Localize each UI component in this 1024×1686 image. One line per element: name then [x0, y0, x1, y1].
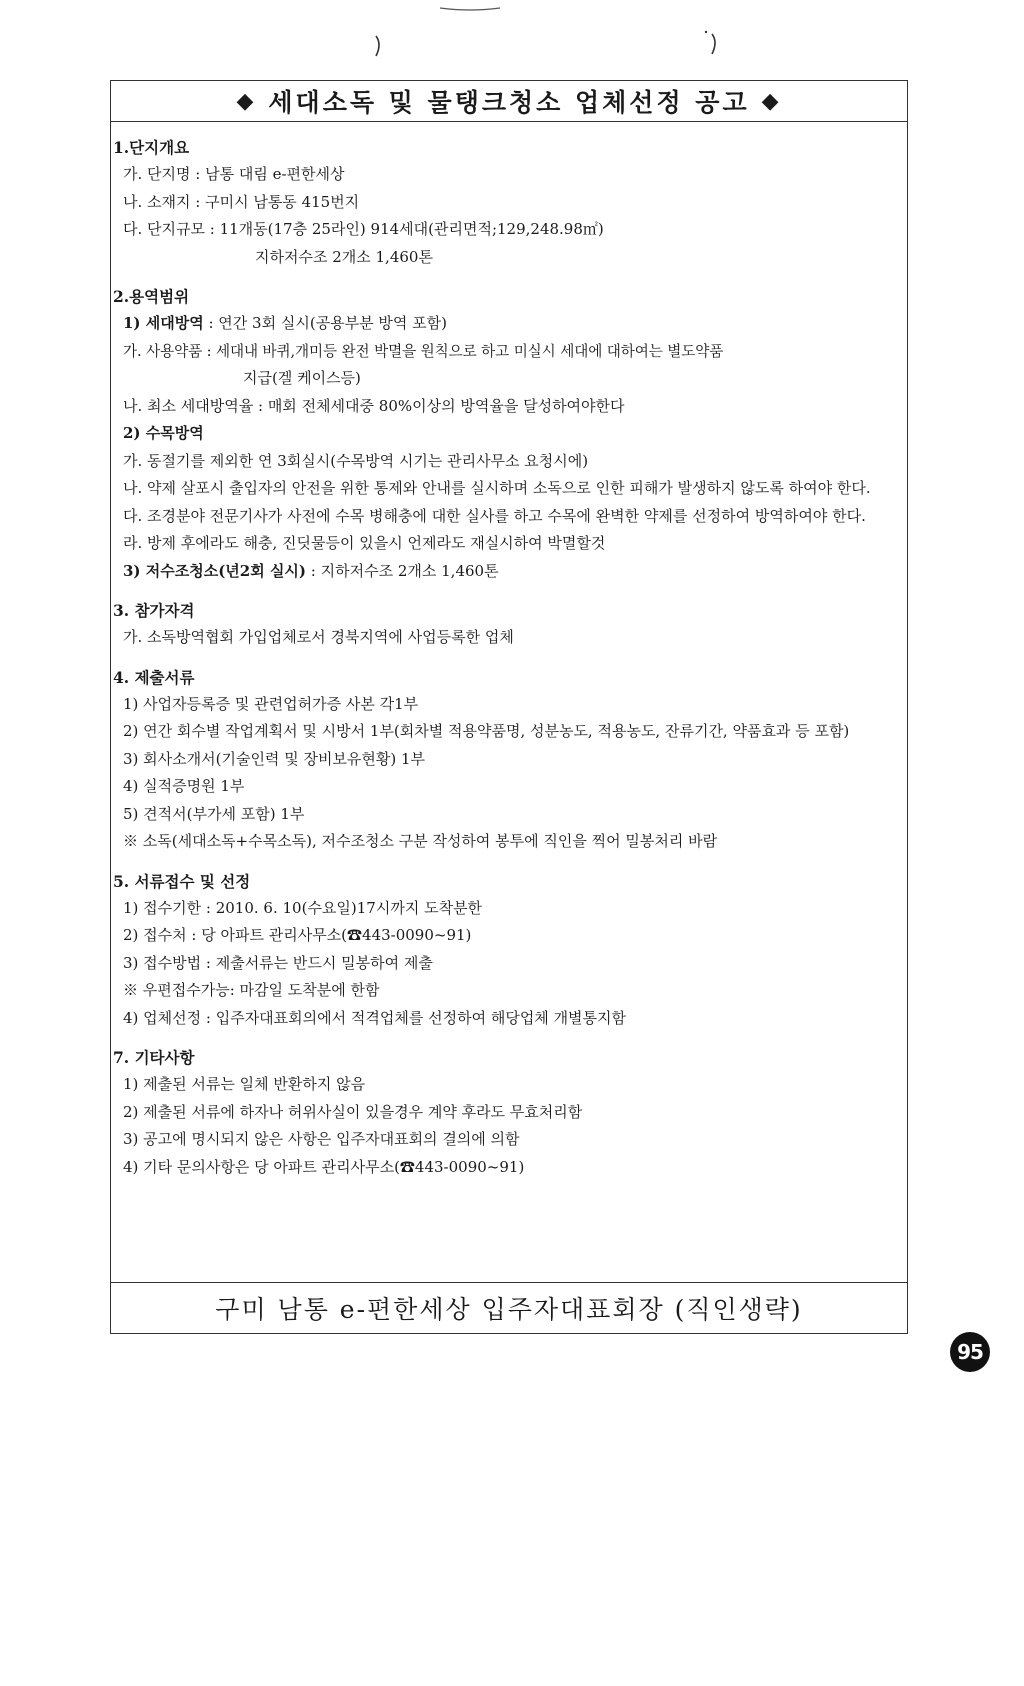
misc-item: 2) 제출된 서류에 하자나 허위사실이 있을경우 계약 후라도 무효처리함	[123, 1102, 583, 1121]
section-title: 2.용역범위	[113, 287, 190, 306]
section-submission	[113, 868, 899, 1033]
submission-item: 2) 접수처 : 당 아파트 관리사무소(☎443-0090~91)	[123, 926, 472, 944]
notice-title-bar	[111, 81, 907, 122]
scope-household-disinfection	[119, 310, 899, 338]
documents-item: 4) 실적증명원 1부	[123, 777, 245, 795]
submission-item: 1) 접수기한 : 2010. 6. 10(수요일)17시까지 도착분한	[123, 898, 483, 917]
scope-label: 1) 세대방역	[123, 314, 204, 332]
scope-min-rate: 나. 최소 세대방역율 : 매회 전체세대중 80%이상의 방역율을 달성하여야한다	[123, 396, 625, 415]
documents-item: 5) 견적서(부가세 포함) 1부	[123, 804, 305, 823]
notice-signature: 구미 남통 e-편한세상 입주자대표회장 (직인생략)	[111, 1282, 907, 1333]
misc-item: 3) 공고에 명시되지 않은 사항은 입주자대표회의 결의에 의함	[123, 1130, 520, 1148]
diamond-icon: ◆	[236, 88, 257, 114]
section-title: 7. 기타사항	[113, 1048, 195, 1067]
section-title: 3. 참가자격	[113, 601, 195, 620]
section-misc	[113, 1044, 899, 1181]
scope-chemicals-cont: 지급(겔 케이스등)	[243, 369, 361, 387]
notice-title: 세대소독 및 물탱크청소 업체선정 공고	[268, 88, 750, 117]
overview-scale-cont: 지하저수조 2개소 1,460톤	[255, 247, 433, 266]
section-documents	[113, 664, 899, 856]
documents-item: 1) 사업자등록증 및 관련업허가증 사본 각1부	[123, 694, 419, 713]
scope-tank-cleaning	[119, 558, 899, 586]
scope-label: 3) 저수조청소(년2회 실시)	[123, 561, 307, 580]
scope-tree-a: 가. 동절기를 제외한 연 3회실시(수목방역 시기는 관리사무소 요청시에)	[123, 451, 589, 470]
documents-item: 2) 연간 회수별 작업계획서 및 시방서 1부(회차별 적용약품명, 성분농도, 적용농도, 잔류기간, 약품효과 등 포함)	[123, 722, 850, 740]
documents-note: ※ 소독(세대소독+수목소독), 저수조청소 구분 작성하여 봉투에 직인을 찍어 밀봉처리 바람	[123, 832, 718, 850]
scope-text: : 지하저수조 2개소 1,460톤	[306, 561, 499, 580]
overview-address: 나. 소재지 : 구미시 남통동 415번지	[123, 192, 360, 211]
section-title: 1.단지개요	[113, 138, 190, 157]
section-title: 5. 서류접수 및 선정	[113, 871, 251, 891]
misc-item: 1) 제출된 서류는 일체 반환하지 않음	[123, 1075, 366, 1093]
scope-tree-label: 2) 수목방역	[123, 424, 204, 442]
diamond-icon: ◆	[761, 88, 782, 114]
section-eligibility	[113, 597, 899, 652]
scope-tree-b: 나. 약제 살포시 출입자의 안전을 위한 통제와 안내를 실시하며 소독으로 인한 피해가 발생하지 않도록 하여야 한다.	[123, 479, 871, 497]
scope-chemicals: 가. 사용약품 : 세대내 바퀴,개미등 완전 박멸을 원칙으로 하고 미실시 세대에 대하여는 별도약품	[123, 342, 724, 360]
notice-body	[111, 122, 907, 1181]
scope-tree-d: 라. 방제 후에라도 해충, 진딧물등이 있을시 언제라도 재실시하여 박멸할것	[123, 534, 606, 552]
page-number-badge: 95	[950, 1332, 990, 1372]
documents-item: 3) 회사소개서(기술인력 및 장비보유현황) 1부	[123, 749, 426, 768]
scan-artifacts	[0, 0, 1024, 70]
section-title: 4. 제출서류	[113, 667, 195, 687]
notice-document	[110, 80, 908, 1334]
scope-tree-c: 다. 조경분야 전문기사가 사전에 수목 병해충에 대한 실사를 하고 수목에 완벽한 약제를 선정하여 방역하여야 한다.	[123, 506, 866, 525]
overview-scale: 다. 단지규모 : 11개동(17층 25라인) 914세대(관리면적;129,248.98㎡)	[123, 220, 604, 238]
overview-name: 가. 단지명 : 남통 대림 e-편한세상	[123, 165, 345, 183]
misc-item: 4) 기타 문의사항은 당 아파트 관리사무소(☎443-0090~91)	[123, 1157, 525, 1176]
eligibility-a: 가. 소독방역협회 가입업체로서 경북지역에 사업등록한 업체	[123, 628, 514, 646]
scope-text: : 연간 3회 실시(공용부분 방역 포함)	[203, 314, 447, 332]
section-scope	[113, 283, 899, 585]
submission-item: 4) 업체선정 : 입주자대표회의에서 적격업체를 선정하여 해당업체 개별통지함	[123, 1008, 627, 1027]
section-overview	[113, 134, 899, 271]
submission-item: 3) 접수방법 : 제출서류는 반드시 밀봉하여 제출	[123, 953, 433, 972]
submission-note: ※ 우편접수가능: 마감일 도착분에 한함	[123, 981, 380, 999]
